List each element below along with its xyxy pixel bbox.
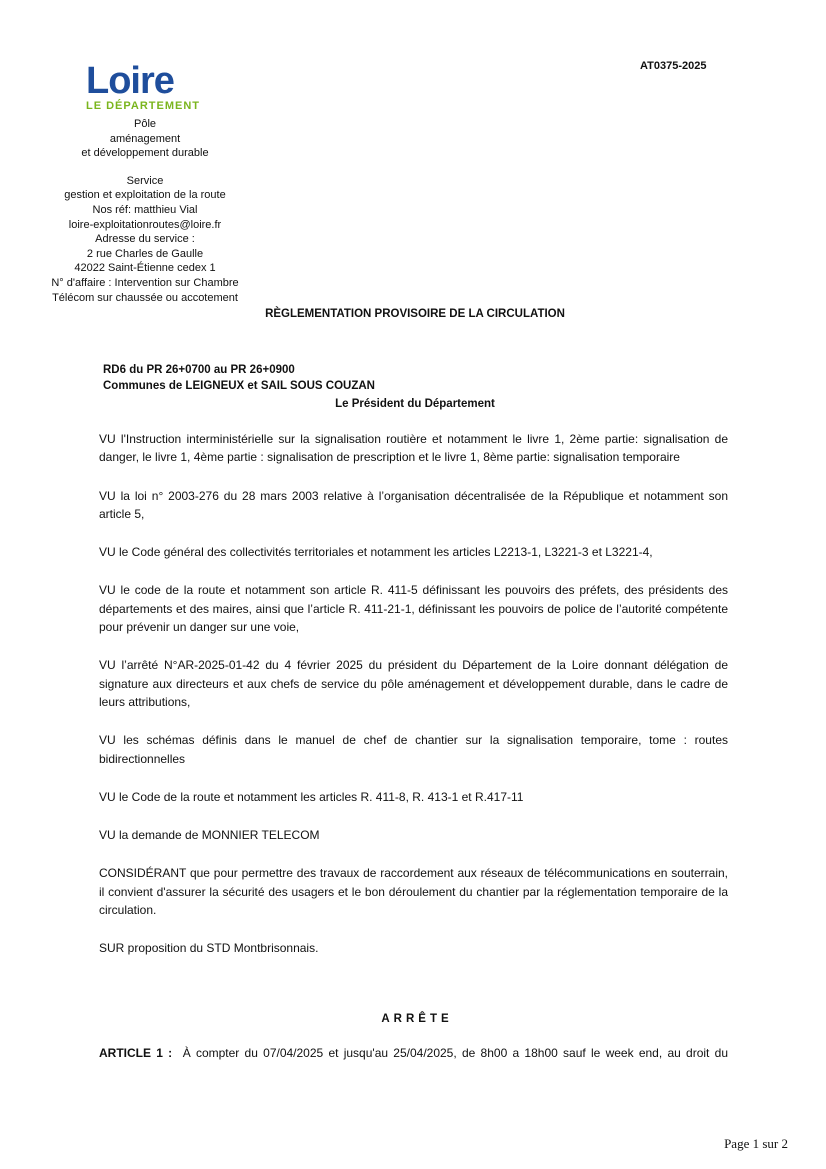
paragraph: VU le Code de la route et notamment les articles R. 411-8, R. 413-1 et R.417-11 — [99, 789, 524, 804]
communes-line: Communes de LEIGNEUX et SAIL SOUS COUZAN — [103, 380, 375, 392]
president-heading: Le Président du Département — [335, 398, 495, 410]
paragraph: VU le Code général des collectivités territoriales et notamment les articles L2213-1, L3221-3 et L3221-4, — [99, 545, 653, 560]
paragraph: SUR proposition du STD Montbrisonnais. — [99, 941, 319, 956]
document-title: RÈGLEMENTATION PROVISOIRE DE LA CIRCULATION — [265, 308, 565, 320]
article-1-text: À compter du 07/04/2025 et jusqu'au 25/04/2025, de 8h00 a 18h00 sauf le week end, au droit du — [182, 1046, 728, 1060]
document-body — [99, 430, 728, 978]
sender-line: Service — [126, 174, 164, 187]
sender-line: Pôle — [133, 118, 157, 130]
sender-line: aménagement — [109, 132, 181, 145]
sender-line: Nos réf: matthieu Vial — [92, 203, 198, 216]
paragraph: VU l’arrêté N°AR-2025-01-42 du 4 février 2025 du président du Département de la Loire donnant délégation de signature aux directeurs et aux chefs de service du pôle aménagement et développement durable, dans le cadre de leurs attributions, — [99, 658, 728, 709]
paragraph: VU la demande de MONNIER TELECOM — [99, 828, 320, 843]
sender-line: gestion et exploitation de la route — [64, 189, 226, 202]
article-1 — [99, 1044, 728, 1062]
logo-subtitle: LE DÉPARTEMENT — [86, 100, 201, 112]
logo-word: Loire — [86, 60, 174, 102]
sender-line: 42022 Saint-Étienne cedex 1 — [74, 262, 216, 275]
paragraph: VU le code de la route et notamment son article R. 411-5 définissant les pouvoirs des préfets, des présidents des départements et des maires, ainsi que l’article R. 411-21-1, définissant les pouvoirs de police de l’autorité compétente pour prévenir un danger sur une voie, — [99, 583, 728, 635]
route-block — [103, 362, 375, 394]
sender-line: Télécom sur chaussée ou accotement — [52, 291, 238, 304]
article-1-label: ARTICLE 1 : — [99, 1046, 173, 1060]
route-line: RD6 du PR 26+0700 au PR 26+0900 — [103, 364, 295, 376]
page-number: Page 1 sur 2 — [724, 1136, 788, 1151]
paragraph: VU l'Instruction interministérielle sur la signalisation routière et notamment le livre 1, 2ème partie: signalisation de danger, le livre 1, 4ème partie : signalisation de prescription et le livre 1, 8ème partie: signalisation temporaire — [99, 432, 728, 465]
sender-block — [30, 117, 260, 305]
sender-line: N° d'affaire : Intervention sur Chambre — [51, 276, 239, 289]
sender-line: Adresse du service : — [95, 233, 195, 246]
paragraph: VU les schémas définis dans le manuel de chef de chantier sur la signalisation temporaire, tome : routes bidirectionnelles — [99, 733, 728, 766]
sender-line: et développement durable — [81, 147, 209, 160]
loire-logo — [86, 60, 206, 112]
paragraph: VU la loi n° 2003-276 du 28 mars 2003 relative à l’organisation décentralisée de la République et notamment son article 5, — [99, 488, 728, 521]
sender-line: 2 rue Charles de Gaulle — [86, 247, 204, 260]
paragraph: CONSIDÉRANT que pour permettre des travaux de raccordement aux réseaux de télécommunications en souterrain, il convient d'assurer la sécurité des usagers et le bon déroulement du chantier par la réglementation temporaire de la circulation. — [99, 866, 728, 918]
document-reference: AT0375-2025 — [640, 60, 707, 72]
sender-email: loire-exploitationroutes@loire.fr — [68, 218, 222, 231]
arrete-heading: ARRÊTE — [381, 1013, 453, 1025]
